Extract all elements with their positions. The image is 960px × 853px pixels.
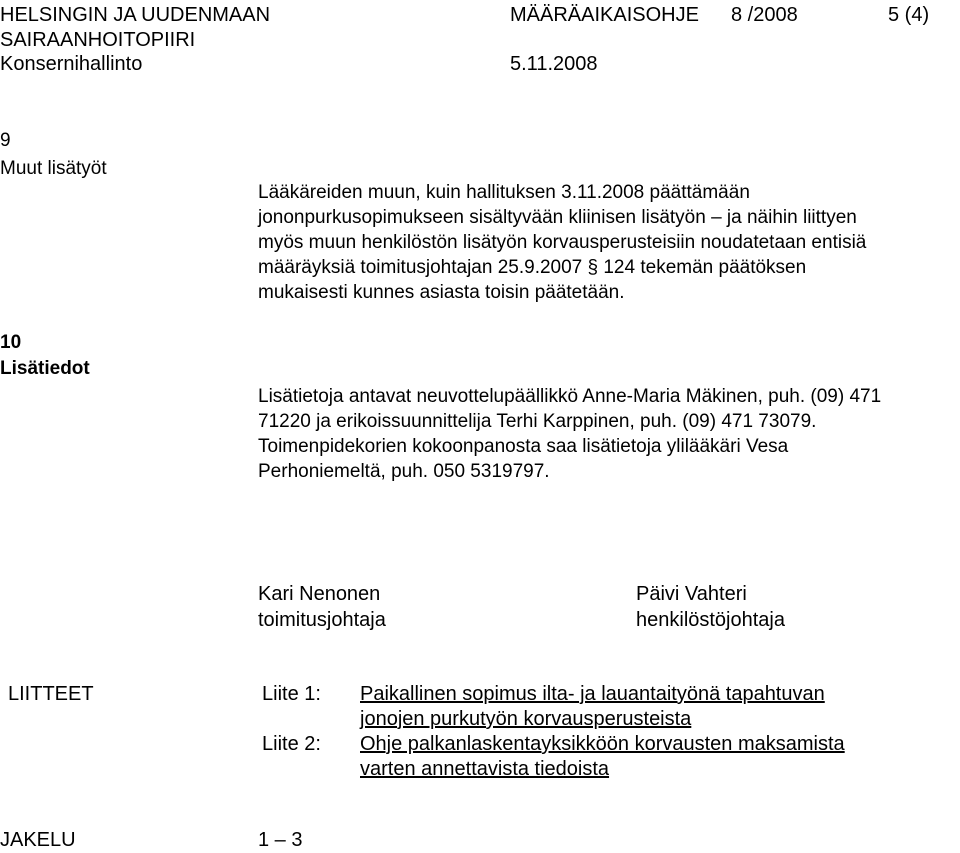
signatory-name: Kari Nenonen <box>258 583 381 605</box>
document-number: 8 /2008 <box>731 4 798 26</box>
org-name-line1: HELSINGIN JA UUDENMAAN <box>0 4 271 26</box>
attachment-title-line[interactable]: varten annettavista tiedoista <box>360 758 610 780</box>
section-body <box>258 384 881 484</box>
attachment-id: Liite 1: <box>262 683 321 705</box>
body-line: määräyksiä toimitusjohtajan 25.9.2007 § 124 tekemän päätöksen <box>258 257 807 278</box>
body-line: myös muun henkilöstön lisätyön korvausperusteisiin noudatetaan entisiä <box>258 232 867 253</box>
body-line: mukaisesti kunnes asiasta toisin päätetään. <box>258 282 625 303</box>
document-type: MÄÄRÄAIKAISOHJE <box>510 4 699 26</box>
distribution-label: JAKELU <box>0 829 76 851</box>
attachment-title-line[interactable]: Ohje palkanlaskentayksikköön korvausten maksamista <box>360 733 845 755</box>
body-line: Perhoniemeltä, puh. 050 5319797. <box>258 461 550 482</box>
attachment-title-line[interactable]: Paikallinen sopimus ilta- ja lauantaityönä tapahtuvan <box>360 683 825 705</box>
signatory-title: henkilöstöjohtaja <box>636 609 785 631</box>
section-number: 10 <box>0 332 22 353</box>
attachments-label: LIITTEET <box>8 683 94 705</box>
section-body <box>258 180 866 305</box>
body-line: jononpurkusopimukseen sisältyvään kliinisen lisätyön – ja näihin liittyen <box>258 207 857 228</box>
attachment-id: Liite 2: <box>262 733 321 755</box>
section-number: 9 <box>0 130 11 151</box>
org-name-line2: SAIRAANHOITOPIIRI <box>0 29 196 51</box>
body-line: Lisätietoja antavat neuvottelupäällikkö Anne-Maria Mäkinen, puh. (09) 471 <box>258 386 882 407</box>
distribution-value: 1 – 3 <box>258 829 303 851</box>
attachment-title-line[interactable]: jonojen purkutyön korvausperusteista <box>360 708 692 730</box>
page-number: 5 (4) <box>888 4 930 26</box>
body-line: Lääkäreiden muun, kuin hallituksen 3.11.2008 päättämään <box>258 182 750 203</box>
section-title: Muut lisätyöt <box>0 158 107 179</box>
body-line: Toimenpidekorien kokoonpanosta saa lisätietoja ylilääkäri Vesa <box>258 436 789 457</box>
signatory-title: toimitusjohtaja <box>258 609 386 631</box>
signatory-name: Päivi Vahteri <box>636 583 747 605</box>
document-date: 5.11.2008 <box>510 53 598 75</box>
section-title: Lisätiedot <box>0 358 90 379</box>
org-unit: Konsernihallinto <box>0 53 143 75</box>
body-line: 71220 ja erikoissuunnittelija Terhi Karppinen, puh. (09) 471 73079. <box>258 411 817 432</box>
